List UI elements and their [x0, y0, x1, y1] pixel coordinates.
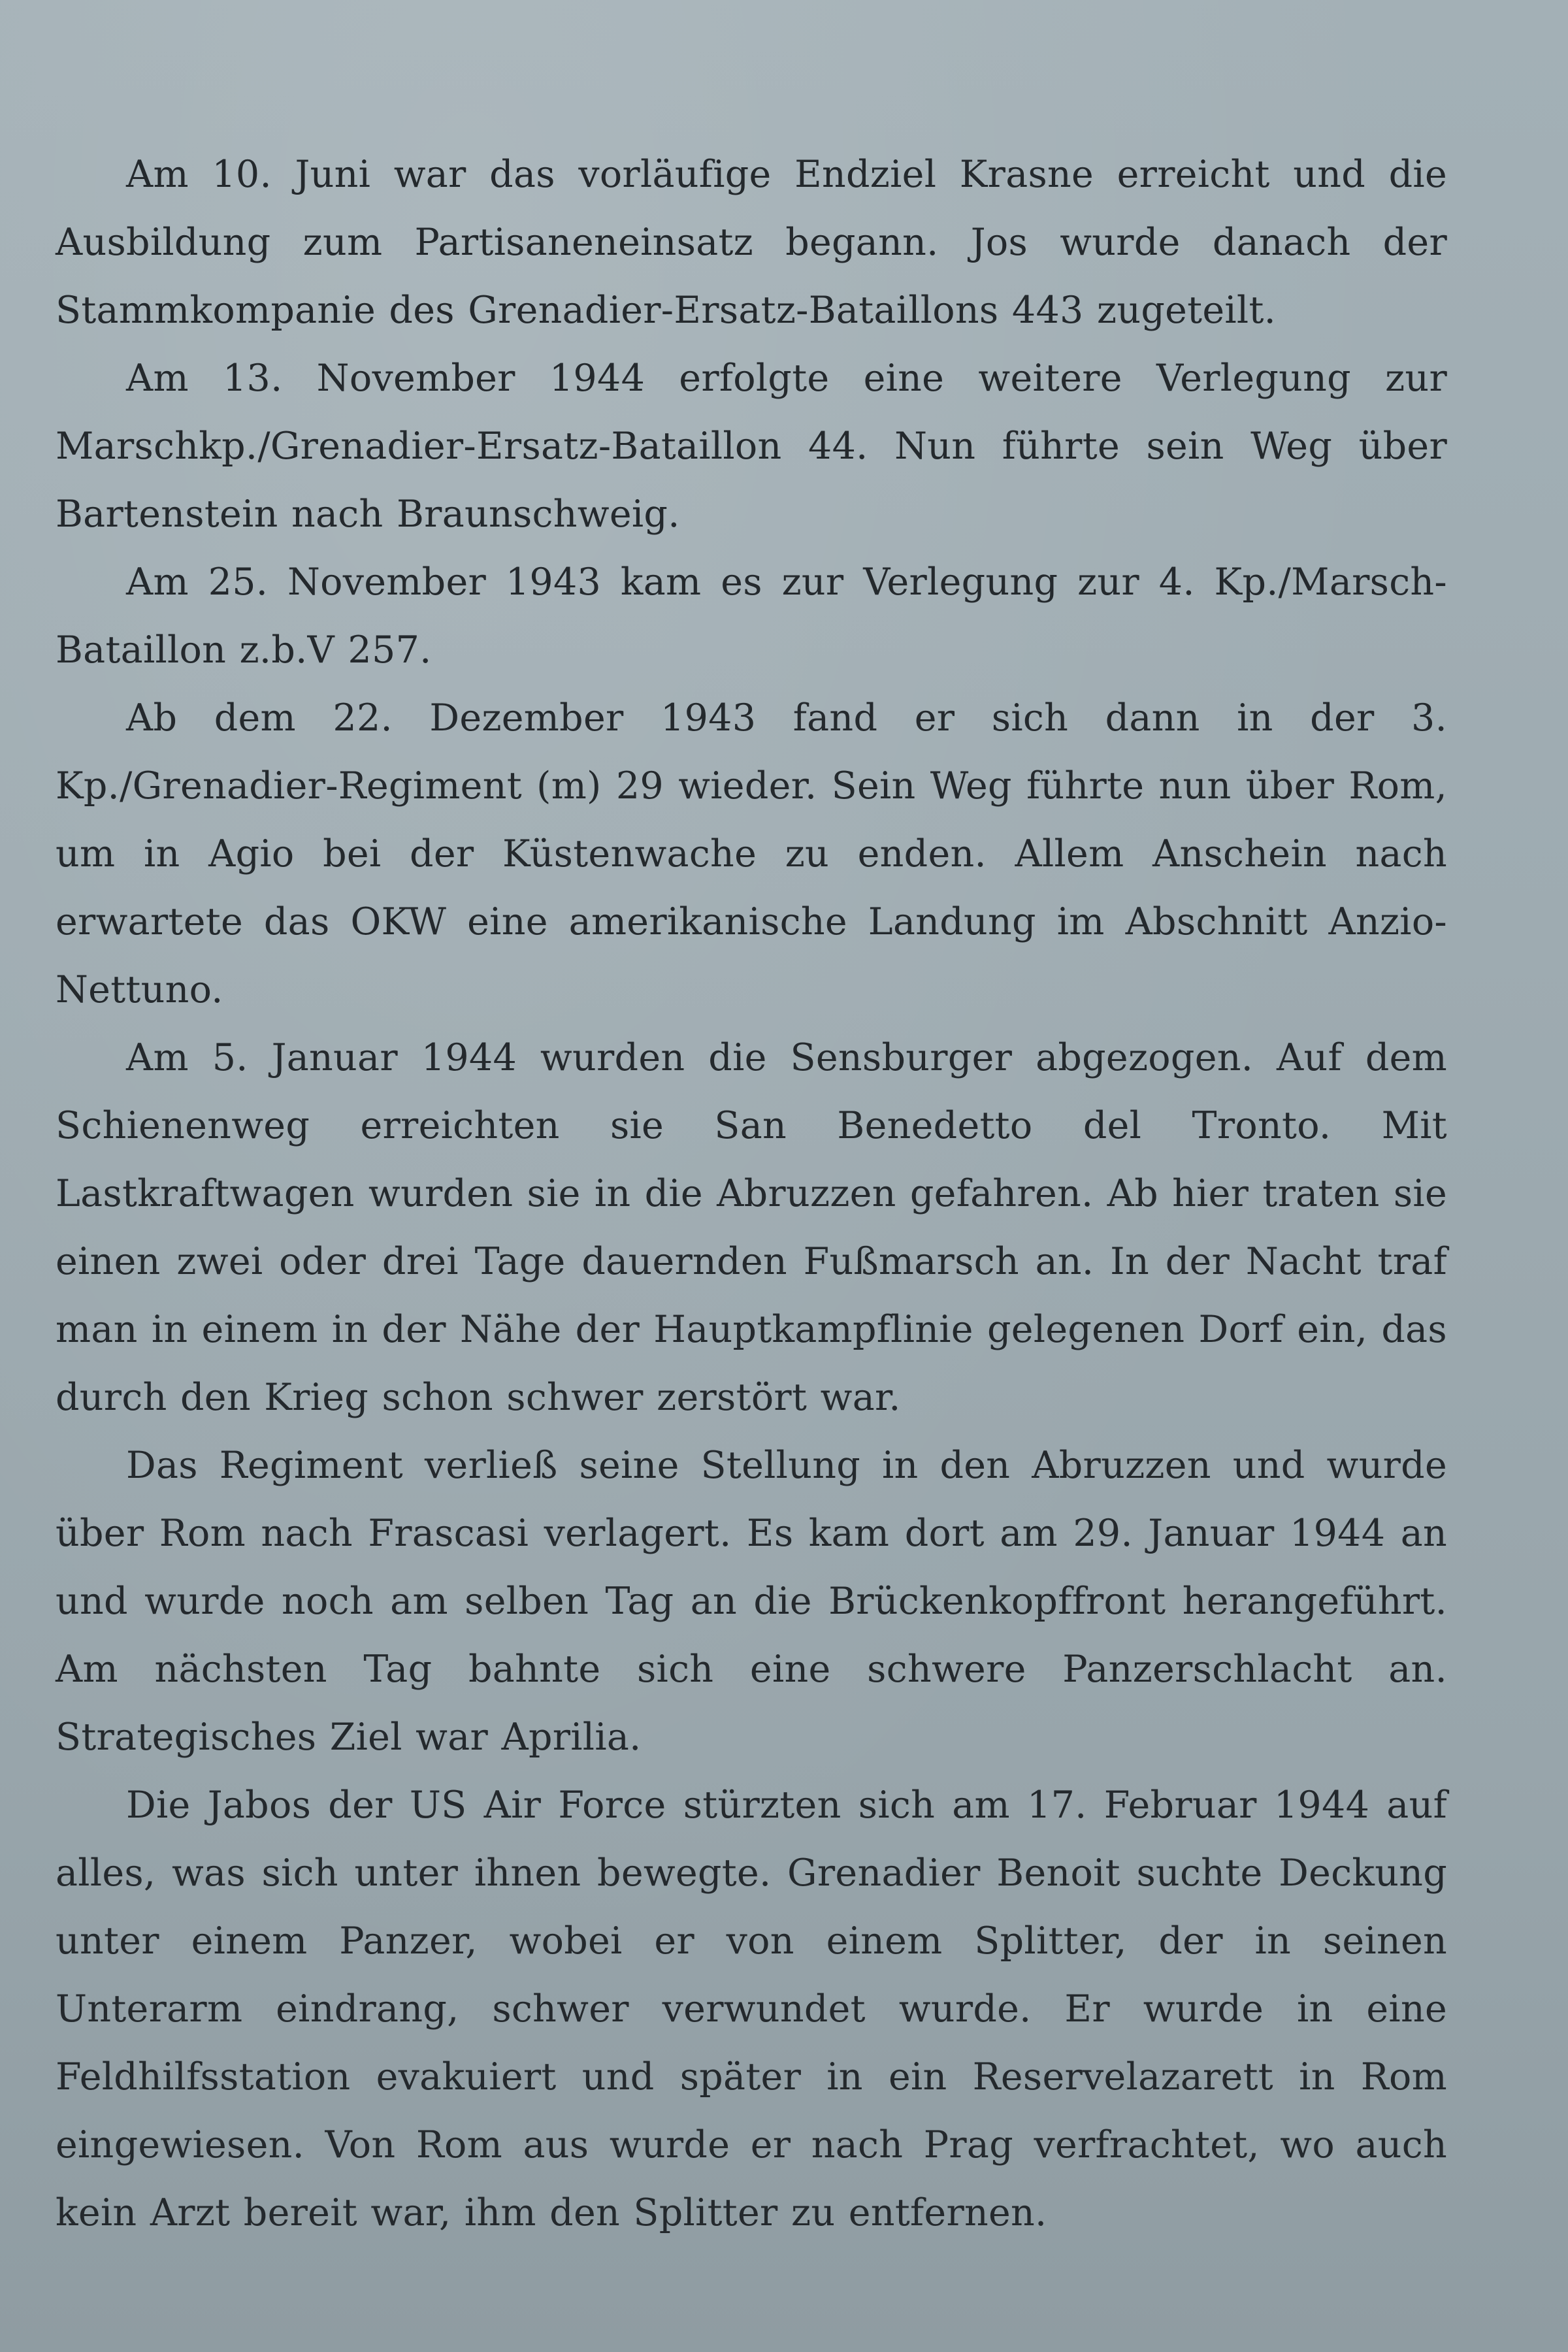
paragraph: Am 13. November 1944 erfolgte eine weitere Verlegung zur Marschkp./Grenadier-Ersatz-Bataillon 44. Nun führte sein Weg über Bartenstein nach Braunschweig.: [56, 357, 1447, 536]
paragraph: Die Jabos der US Air Force stürzten sich am 17. Februar 1944 auf alles, was sich unter ihnen bewegte. Grenadier Benoit suchte Deckung unter einem Panzer, wobei er von einem Splitter, der in seinen Unterarm eindrang, schwer verwundet wurde. Er wurde in eine Feldhilfsstation evakuiert und später in ein Reservelazarett in Rom eingewiesen. Von Rom aus wurde er nach Prag verfrachtet, wo auch kein Arzt bereit war, ihm den Splitter zu entfernen.: [56, 1784, 1447, 2234]
paragraph: Am 10. Juni war das vorläufige Endziel Krasne erreicht und die Ausbildung zum Partisaneneinsatz begann. Jos wurde danach der Stammkompanie des Grenadier-Ersatz-Bataillons 443 zugeteilt.: [56, 153, 1447, 332]
paragraph: Ab dem 22. Dezember 1943 fand er sich dann in der 3. Kp./Grenadier-Regiment (m) 29 wieder. Sein Weg führte nun über Rom, um in Agio bei der Küstenwache zu enden. Allem Anschein nach erwartete das OKW eine amerikanische Landung im Abschnitt Anzio-Nettuno.: [56, 696, 1447, 1011]
paragraph: Am 25. November 1943 kam es zur Verlegung zur 4. Kp./Marsch-Bataillon z.b.V 257.: [56, 561, 1447, 672]
paragraph: Das Regiment verließ seine Stellung in den Abruzzen und wurde über Rom nach Frascasi verlagert. Es kam dort am 29. Januar 1944 an und wurde noch am selben Tag an die Brückenkopffront herangeführt. Am nächsten Tag bahnte sich eine schwere Panzerschlacht an. Strategisches Ziel war Aprilia.: [56, 1444, 1447, 1759]
body-text: [56, 140, 1447, 2247]
paragraph: Am 5. Januar 1944 wurden die Sensburger abgezogen. Auf dem Schienenweg erreichten sie San Benedetto del Tronto. Mit Lastkraftwagen wurden sie in die Abruzzen gefahren. Ab hier traten sie einen zwei oder drei Tage dauernden Fußmarsch an. In der Nacht traf man in einem in der Nähe der Hauptkampflinie gelegenen Dorf ein, das durch den Krieg schon schwer zerstört war.: [56, 1036, 1447, 1419]
